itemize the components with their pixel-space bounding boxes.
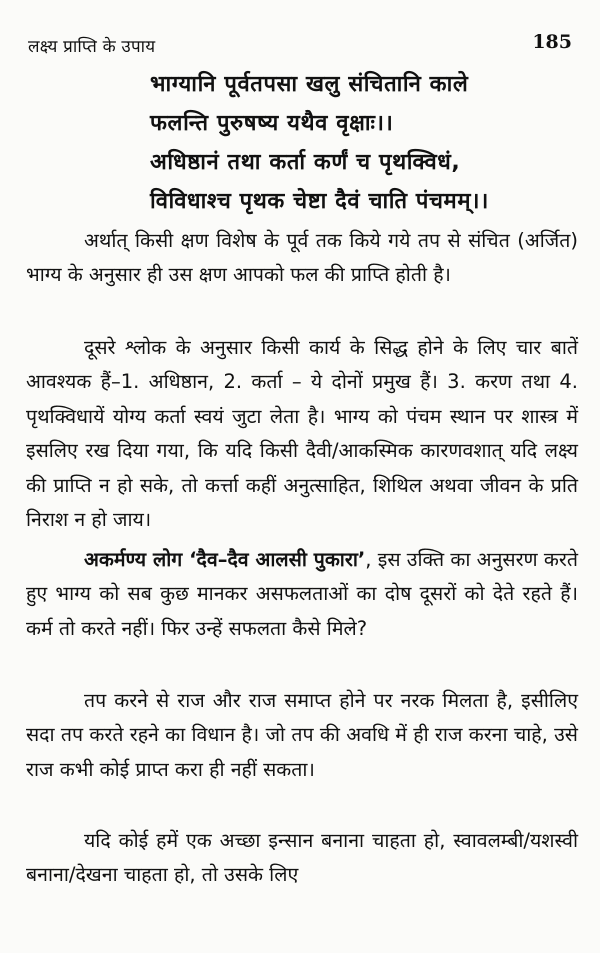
running-header-title: लक्ष्य प्राप्ति के उपाय xyxy=(28,37,156,57)
verse-line-2: फलन्ति पुरुषष्य यथैव वृक्षाः।। xyxy=(150,111,394,136)
paragraph-4: तप करने से राज और राज समाप्त होने पर नरक मिलता है, इसीलिए सदा तप करते रहने का विधान है। जो तप की अवधि में ही राज करना चाहे, उसे राज कभी कोई प्राप्त करा ही नहीं सकता। xyxy=(26,688,578,781)
paragraph-5: यदि कोई हमें एक अच्छा इन्सान बनाना चाहता हो, स्वावलम्बी/यशस्वी बनाना/देखना चाहता हो, तो उसके लिए xyxy=(26,828,578,886)
paragraph-2: दूसरे श्लोक के अनुसार किसी कार्य के सिद्ध होने के लिए चार बातें आवश्यक हैं–1. अधिष्ठान, 2. कर्ता – ये दोनों प्रमुख हैं। 3. करण तथा 4. पृथक्विधायें योग्य कर्ता स्वयं जुटा लेता है। भाग्य को पंचम स्थान पर शास्त्र में इसलिए रख दिया गया, कि यदि किसी दैवी/आकस्मिक कारणवशात् यदि लक्ष्य की प्राप्ति न हो सके, तो कर्त्ता कहीं अनुत्साहित, शिथिल अथवा जीवन के प्रति निराश न हो जाय। xyxy=(26,335,578,531)
paragraph-3 xyxy=(26,543,578,647)
paragraph-3-bold-phrase: अकर्मण्य लोग ‘दैव–दैव आलसी पुकारा’ xyxy=(84,547,366,571)
paragraph-3-text: , इस उक्ति का अनुसरण करते हुए भाग्य को सब कुछ मानकर असफलताओं का दोष दूसरों को देते रहते हैं। कर्म तो करते नहीं। फिर उन्हें सफलता कैसे मिले? xyxy=(26,547,578,640)
verse-line-1: भाग्यानि पूर्वतपसा खलु संचितानि काले xyxy=(150,72,469,97)
paragraph-1: अर्थात् किसी क्षण विशेष के पूर्व तक किये गये तप से संचित (अर्जित) भाग्य के अनुसार ही उस क्षण आपको फल की प्राप्ति होती है। xyxy=(26,228,578,286)
verse-line-3: अधिष्ठानं तथा कर्ता कर्णं च पृथक्विधं, xyxy=(150,150,461,175)
page-number: 185 xyxy=(532,31,572,53)
verse-line-4: विविधाश्च पृथक चेष्टा दैवं चाति पंचमम्।। xyxy=(150,189,489,214)
